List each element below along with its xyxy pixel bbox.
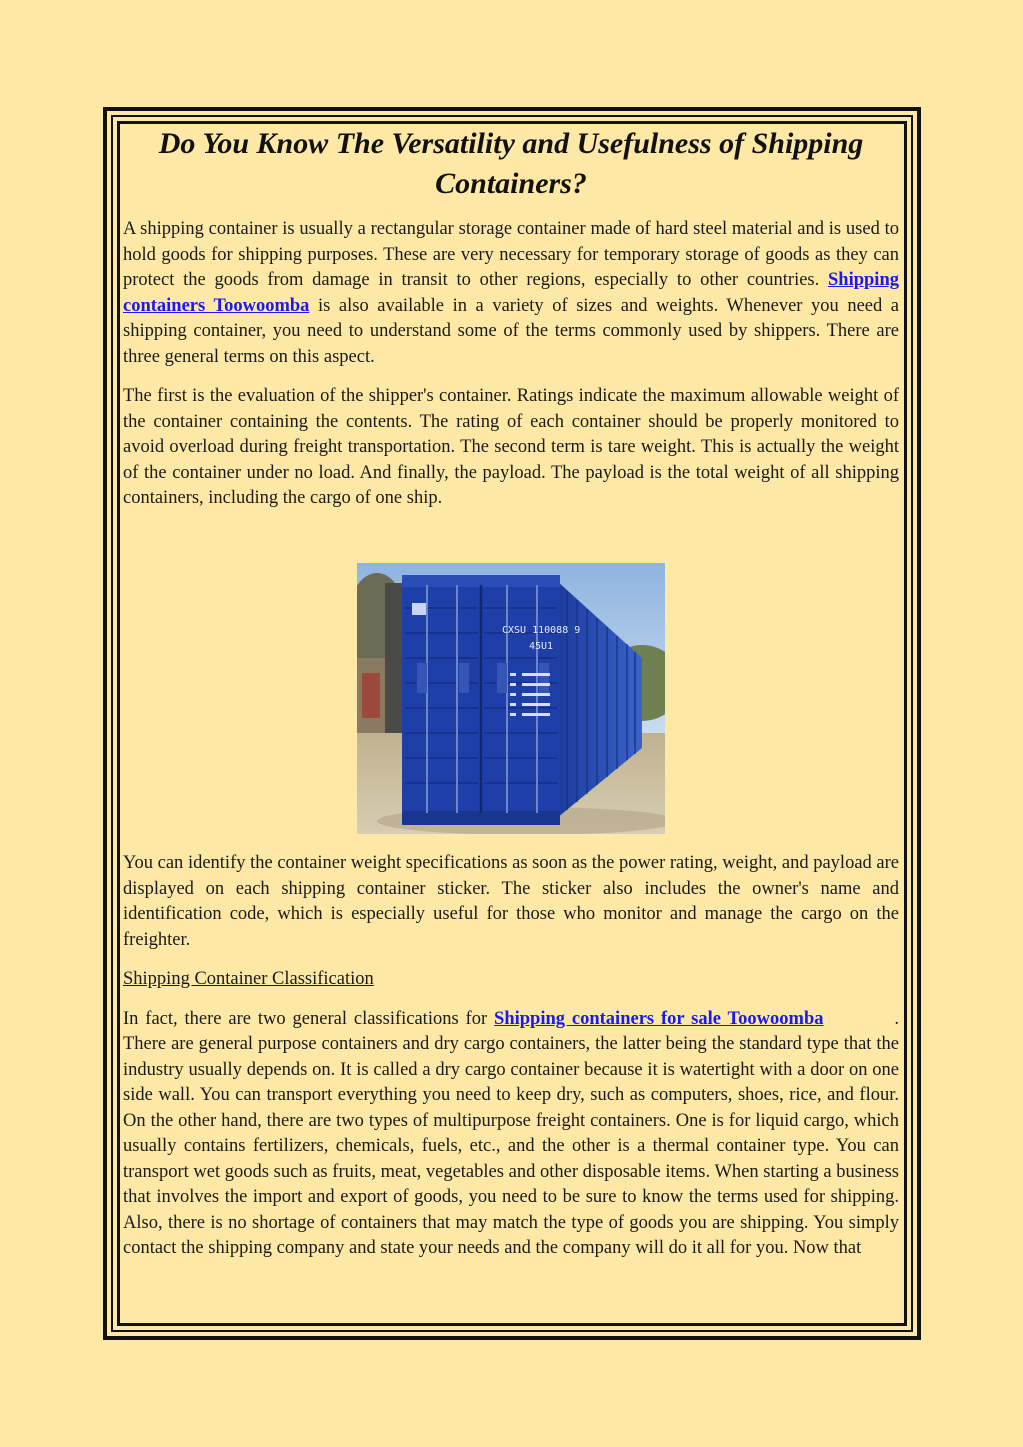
- classification-text-start: In fact, there are two general classifications for: [123, 1008, 488, 1029]
- classification-subheading: Shipping Container Classification: [123, 969, 374, 989]
- article-bottom: [123, 851, 899, 1262]
- shipping-container-photo: [357, 563, 665, 834]
- shipping-containers-toowoomba-link[interactable]: Shipping containers Toowoomba: [123, 270, 899, 316]
- shipping-containers-for-sale-link[interactable]: Shipping containers for sale Toowoomba: [494, 1008, 824, 1029]
- container-code-line1: CXSU 110088 9: [502, 625, 581, 636]
- article-title: Do You Know The Versatility and Usefulness of Shipping Containers?: [158, 127, 864, 200]
- intro-paragraph: [123, 217, 899, 370]
- terms-paragraph: The first is the evaluation of the shipper's container. Ratings indicate the maximum allowable weight of the container containing the contents. The rating of each container should be properly monitored to avoid overload during freight transportation. The second term is tare weight. This is actually the weight of the container under no load. And finally, the payload. The payload is the total weight of all shipping containers, including the cargo of one ship.: [123, 386, 899, 508]
- intro-text-end: is also available in a variety of sizes and weights. Whenever you need a shipping container, you need to understand some of the terms commonly used by shippers. There are three general terms on this aspect.: [123, 295, 900, 367]
- classification-paragraph: [123, 1007, 899, 1262]
- classification-text-end: . There are general purpose containers and dry cargo containers, the latter being the standard type that the industry usually depends on. It is called a dry cargo container because it is watertight with a door on one side wall. You can transport everything you need to keep dry, such as computers, shoes, rice, and flour. On the other hand, there are two types of multipurpose freight containers. One is for liquid cargo, which usually contains fertilizers, chemicals, fuels, etc., and the other is a thermal container type. You can transport wet goods such as fruits, meat, vegetables and other disposable items. When starting a business that involves the import and export of goods, you need to be sure to know the terms used for shipping. Also, there is no shortage of containers that may match the type of goods you are shipping. You simply contact the shipping company and state your needs and the company will do it all for you. Now that: [123, 1008, 900, 1258]
- article-top: [123, 124, 899, 512]
- intro-text-start: A shipping container is usually a rectangular storage container made of hard steel material and is used to hold goods for shipping purposes. These are very necessary for temporary storage of goods as they can protect the goods from damage in transit to other regions, especially to other countries.: [123, 219, 899, 290]
- sticker-paragraph: You can identify the container weight specifications as soon as the power rating, weight, and payload are displayed on each shipping container sticker. The sticker also includes the owner's name and identification code, which is especially useful for those who monitor and manage the cargo on the freighter.: [123, 853, 899, 950]
- container-code-line2: 45U1: [529, 641, 554, 652]
